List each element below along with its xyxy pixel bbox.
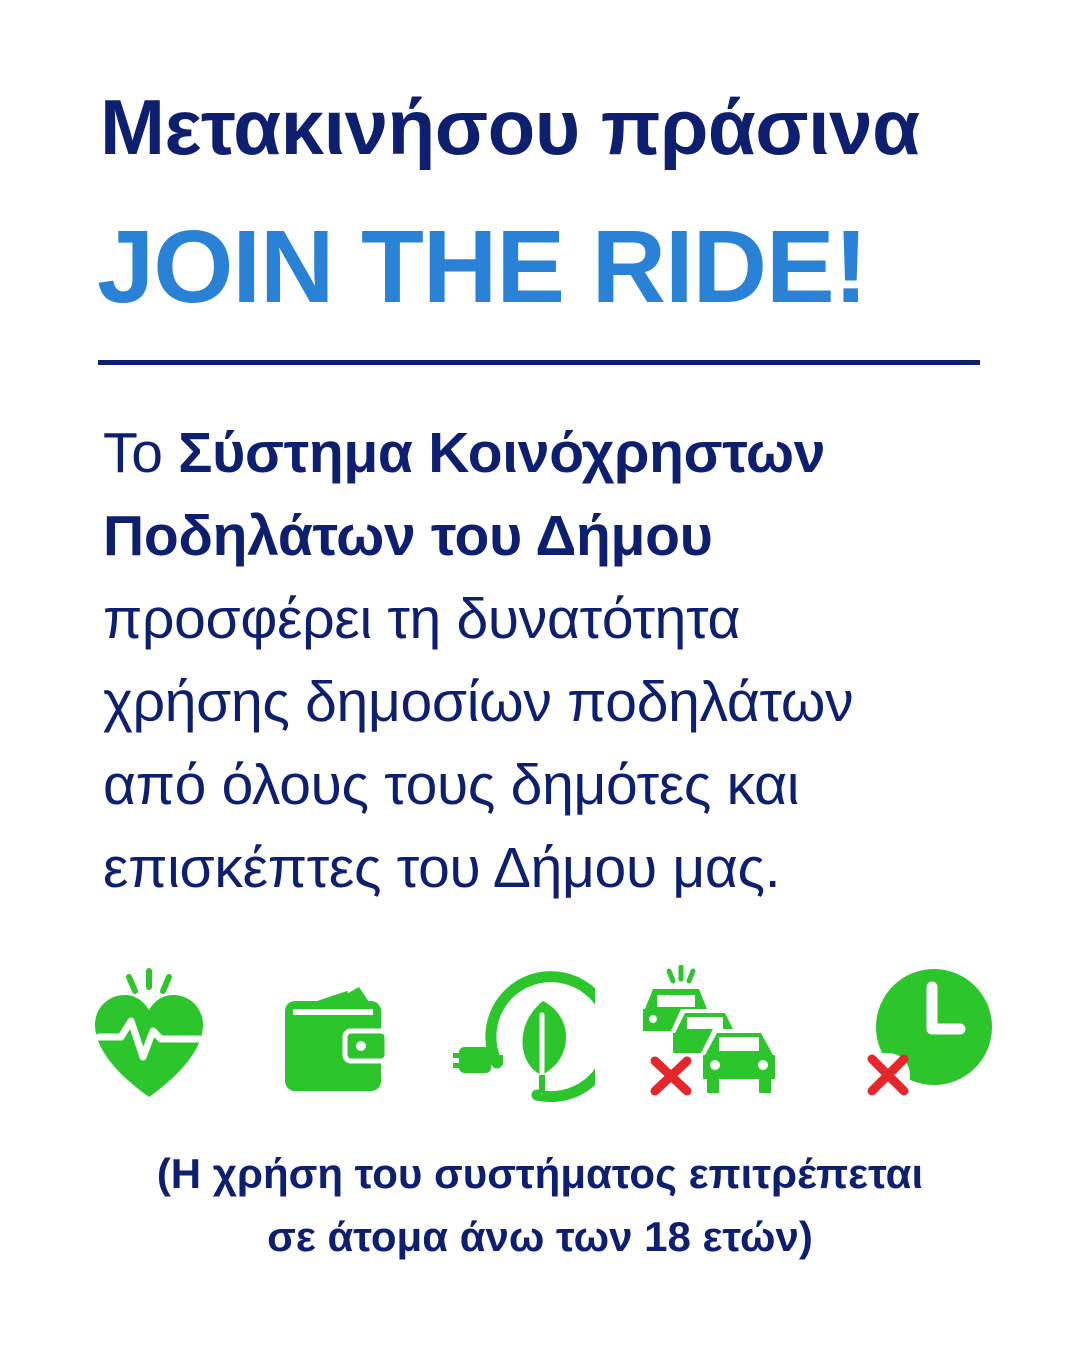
no-delay-clock-icon bbox=[860, 965, 1010, 1105]
age-note-line-1: (Η χρήση του συστήματος επιτρέπεται bbox=[156, 1150, 924, 1197]
age-note-line-2: σε άτομα άνω των 18 ετών) bbox=[267, 1213, 813, 1260]
description-line-3: προσφέρει τη δυνατότητα bbox=[103, 587, 741, 651]
description-line-5: από όλους τους δημότες και bbox=[103, 753, 800, 817]
intro-word: Το bbox=[103, 421, 163, 485]
description-line-4: χρήσης δημοσίων ποδηλάτων bbox=[103, 670, 854, 734]
heart-health-icon bbox=[85, 965, 235, 1105]
bold-system-name-2: Ποδηλάτων του Δήμου bbox=[103, 504, 713, 568]
page-title: Μετακινήσου πράσινα bbox=[100, 83, 920, 171]
headline-join-the-ride: JOIN THE RIDE! bbox=[97, 209, 868, 324]
eco-leaf-plug-icon bbox=[445, 965, 595, 1105]
description-line-1 bbox=[103, 412, 1003, 495]
benefits-icons-row bbox=[0, 965, 1080, 1105]
age-restriction-note bbox=[40, 1142, 1040, 1268]
divider bbox=[98, 360, 980, 365]
description-line-6: επισκέπτες του Δήμου μας. bbox=[103, 836, 781, 900]
bold-system-name-1: Σύστημα Κοινόχρηστων bbox=[178, 421, 826, 485]
no-traffic-icon bbox=[635, 965, 785, 1105]
description-text bbox=[103, 412, 1003, 910]
wallet-icon bbox=[275, 965, 425, 1105]
